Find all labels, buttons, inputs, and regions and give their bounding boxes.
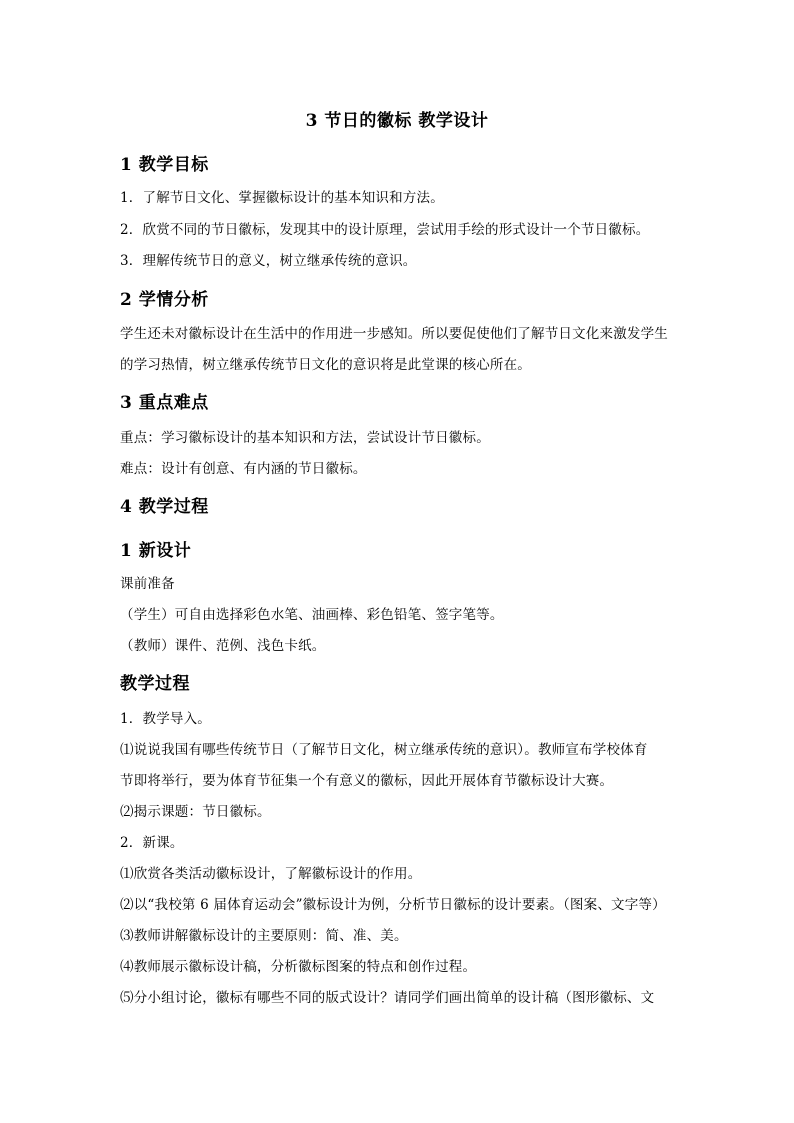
heading-key-points: 3 重点难点 [120, 393, 209, 413]
goal-item-3: 3．理解传统节日的意义，树立继承传统的意识。 [120, 253, 417, 269]
document-title: 3 节日的徽标 教学设计 [305, 111, 489, 131]
analysis-line-2: 的学习热情，树立继承传统节日文化的意识将是此堂课的核心所在。 [120, 357, 531, 373]
goal-item-2: 2．欣赏不同的节日徽标，发现其中的设计原理，尝试用手绘的形式设计一个节日徽标。 [120, 222, 650, 238]
heading-teaching-goals: 1 教学目标 [120, 155, 209, 175]
step-line-10: ⑸分小组讨论，徽标有哪些不同的版式设计？请同学们画出简单的设计稿（图形徽标、文 [120, 990, 655, 1006]
subheading-new-design: 1 新设计 [120, 541, 192, 561]
prep-line-1: 课前准备 [120, 576, 175, 592]
step-line-7: ⑵以“我校第 6 届体育运动会”徽标设计为例，分析节日徽标的设计要素。（图案、文字等） [120, 897, 666, 913]
analysis-line-1: 学生还未对徽标设计在生活中的作用进一步感知。所以要促使他们了解节日文化来激发学生 [120, 326, 668, 342]
step-line-8: ⑶教师讲解徽标设计的主要原则：简、准、美。 [120, 928, 408, 944]
heading-teaching-process: 4 教学过程 [120, 497, 209, 517]
step-line-9: ⑷教师展示徽标设计稿，分析徽标图案的特点和创作过程。 [120, 959, 477, 975]
step-line-6: ⑴欣赏各类活动徽标设计，了解徽标设计的作用。 [120, 866, 422, 882]
prep-line-3: （教师）课件、范例、浅色卡纸。 [120, 638, 326, 654]
keypoint-line-2: 难点：设计有创意、有内涵的节日徽标。 [120, 461, 367, 477]
heading-student-analysis: 2 学情分析 [120, 290, 209, 310]
prep-line-2: （学生）可自由选择彩色水笔、油画棒、彩色铅笔、签字笔等。 [120, 607, 504, 623]
goal-item-1: 1．了解节日文化、掌握徽标设计的基本知识和方法。 [120, 190, 444, 206]
step-line-4: ⑵揭示课题：节日徽标。 [120, 804, 271, 820]
step-line-5: 2．新课。 [120, 835, 184, 851]
heading-process-steps: 教学过程 [120, 674, 190, 694]
step-line-3: 节即将举行，要为体育节征集一个有意义的徽标，因此开展体育节徽标设计大赛。 [120, 773, 614, 789]
step-line-2: ⑴说说我国有哪些传统节日（了解节日文化，树立继承传统的意识）。教师宣布学校体育 [120, 742, 648, 758]
step-line-1: 1．教学导入。 [120, 711, 211, 727]
keypoint-line-1: 重点：学习徽标设计的基本知识和方法，尝试设计节日徽标。 [120, 430, 490, 446]
